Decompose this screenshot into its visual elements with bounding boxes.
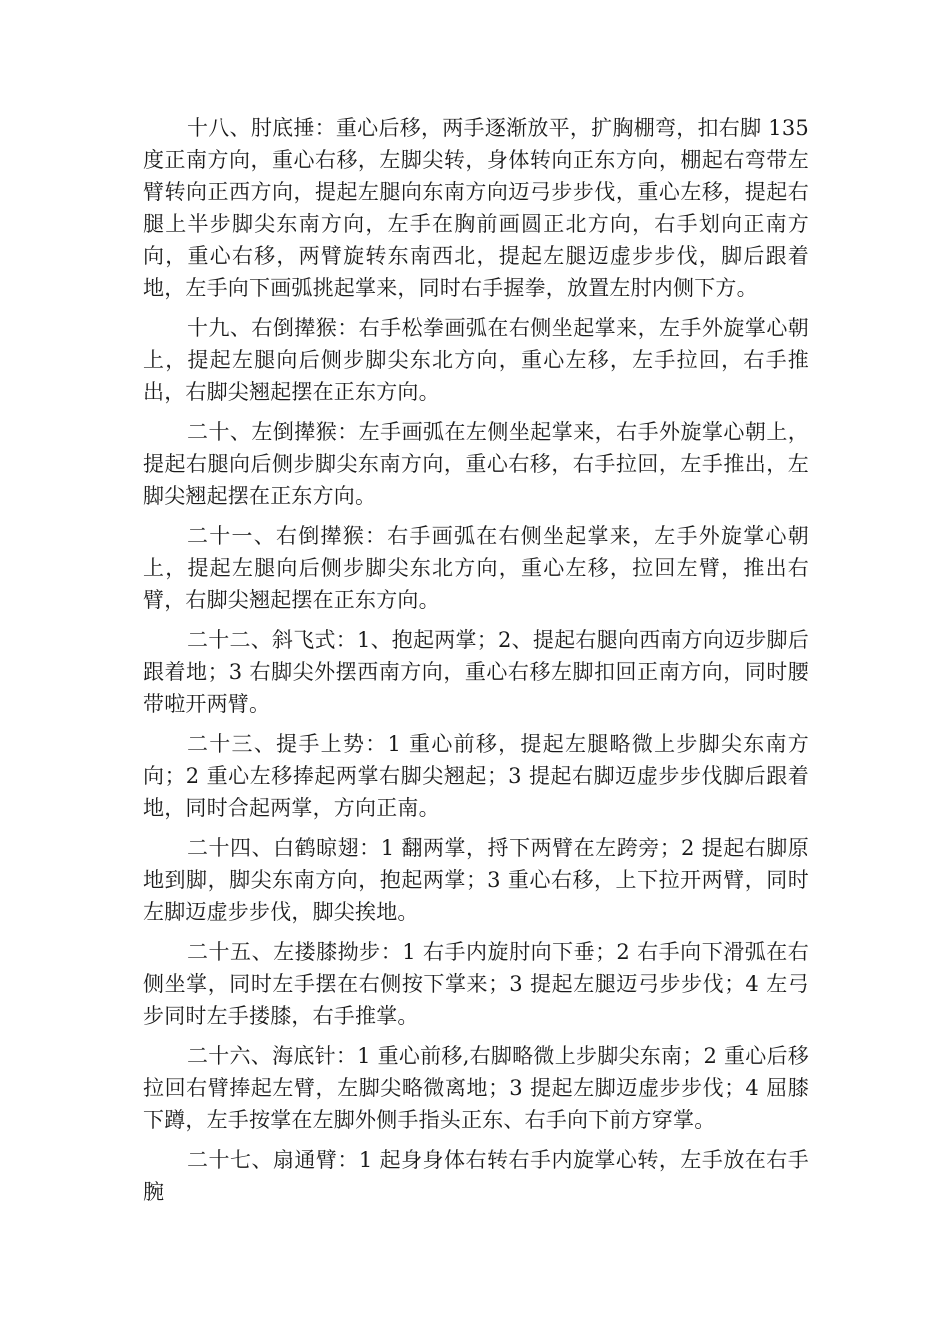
paragraph-22-diagonal-flying: 二十二、斜飞式：1、抱起两掌；2、提起右腿向西南方向迈步脚后跟着地；3 右脚尖外摆西南方向，重心右移左脚扣回正南方向，同时腰带啦开两臂。	[143, 628, 809, 716]
document-body	[143, 112, 809, 1216]
paragraph-23-raise-hands: 二十三、提手上势：1 重心前移，提起左腿略微上步脚尖东南方向；2 重心左移捧起两掌右脚尖翘起；3 提起右脚迈虚步步伐脚后跟着地，同时合起两掌，方向正南。	[143, 732, 809, 820]
paragraph-24-white-crane: 二十四、白鹤晾翅：1 翻两掌，捋下两臂在左跨旁；2 提起右脚原地到脚，脚尖东南方向，抱起两掌；3 重心右移，上下拉开两臂，同时左脚迈虚步步伐，脚尖挨地。	[143, 836, 809, 924]
paragraph-18-elbow-punch: 十八、肘底捶：重心后移，两手逐渐放平，扩胸棚弯，扣右脚 135 度正南方向，重心右移，左脚尖转，身体转向正东方向，棚起右弯带左臂转向正西方向，提起左腿向东南方向迈弓步步伐，重心左移，提起右腿上半步脚尖东南方向，左手在胸前画圆正北方向，右手划向正南方向，重心右移，两臂旋转东南西北，提起左腿迈虚步步伐，脚后跟着地，左手向下画弧挑起掌来，同时右手握拳，放置左肘内侧下方。	[143, 116, 809, 300]
paragraph-25-brush-knee: 二十五、左搂膝拗步：1 右手内旋肘向下垂；2 右手向下滑弧在右侧坐掌，同时左手摆在右侧按下掌来；3 提起左腿迈弓步步伐；4 左弓步同时左手搂膝，右手推掌。	[143, 940, 809, 1028]
paragraph-26-needle-sea-bottom: 二十六、海底针：1 重心前移,右脚略微上步脚尖东南；2 重心后移拉回右臂捧起左臂，左脚尖略微离地；3 提起左脚迈虚步步伐；4 屈膝下蹲，左手按掌在左脚外侧手指头正东、右手向下前方穿掌。	[143, 1044, 809, 1132]
paragraph-20-repulse-monkey-left: 二十、左倒撵猴：左手画弧在左侧坐起掌来，右手外旋掌心朝上，提起右腿向后侧步脚尖东南方向，重心右移，右手拉回，左手推出，左脚尖翘起摆在正东方向。	[143, 420, 809, 508]
paragraph-27-fan-through-back: 二十七、扇通臂：1 起身身体右转右手内旋掌心转，左手放在右手腕	[143, 1148, 809, 1204]
paragraph-21-repulse-monkey-right: 二十一、右倒撵猴：右手画弧在右侧坐起掌来，左手外旋掌心朝上，提起左腿向后侧步脚尖东北方向，重心左移，拉回左臂，推出右臂，右脚尖翘起摆在正东方向。	[143, 524, 809, 612]
paragraph-19-repulse-monkey-right: 十九、右倒撵猴：右手松拳画弧在右侧坐起掌来，左手外旋掌心朝上，提起左腿向后侧步脚尖东北方向，重心左移，左手拉回，右手推出，右脚尖翘起摆在正东方向。	[143, 316, 809, 404]
